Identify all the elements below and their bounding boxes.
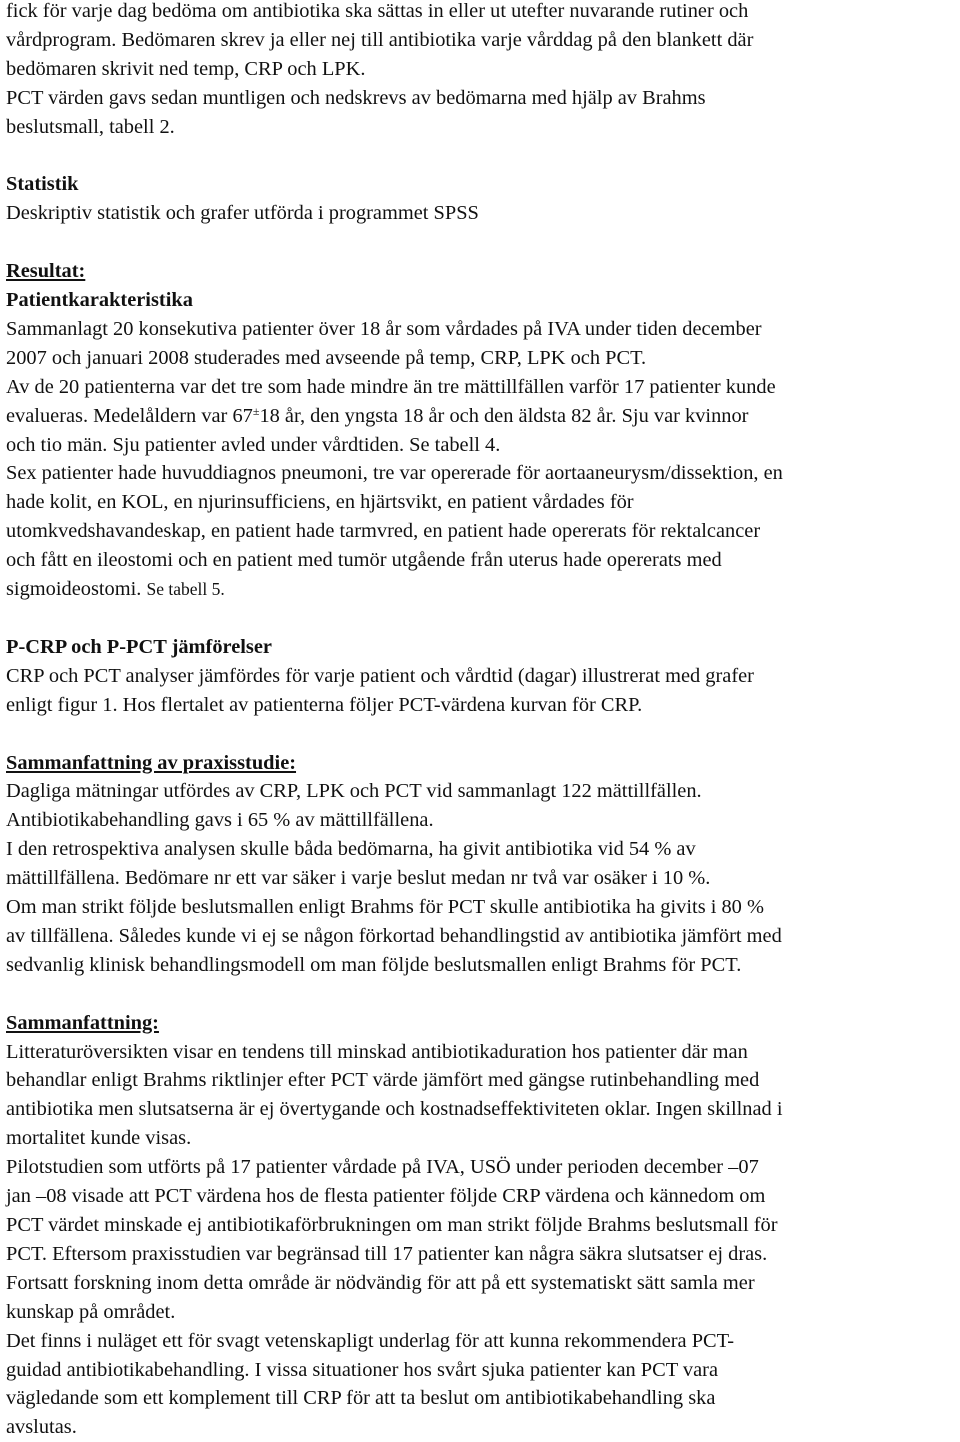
jamforelse-section	[6, 633, 958, 720]
text-line: Pilotstudien som utförts på 17 patienter vårdade på IVA, USÖ under perioden december –07	[6, 1156, 759, 1179]
text-line: 2007 och januari 2008 studerades med avseende på temp, CRP, LPK och PCT.	[6, 346, 647, 369]
text-line: Dagliga mätningar utfördes av CRP, LPK och PCT vid sammanlagt 122 mättillfällen.	[6, 780, 702, 803]
text-line: Fortsatt forskning inom detta område är nödvändig för att på ett systematiskt sätt samla mer	[6, 1271, 755, 1294]
resultat-section	[6, 257, 958, 604]
text-line: fick för varje dag bedöma om antibiotika ska sättas in eller ut utefter nuvarande rutiner och	[6, 0, 749, 22]
patientkarakteristika-heading: Patientkarakteristika	[6, 289, 193, 312]
text-line: avslutas.	[6, 1416, 77, 1439]
text-line: mättillfällena. Bedömare nr ett var säker i varje beslut medan nr två var osäker i 10 %.	[6, 867, 711, 890]
text-line: behandlar enligt Brahms riktlinjer efter PCT värde jämfört med gängse rutinbehandling med	[6, 1069, 760, 1092]
table-reference: Se tabell 5.	[146, 579, 225, 600]
text-line: utomkvedshavandeskap, en patient hade tarmvred, en patient hade opererats för rektalcancer	[6, 520, 761, 543]
text-line: I den retrospektiva analysen skulle båda bedömarna, ha givit antibiotika vid 54 % av	[6, 838, 696, 861]
last-line-main: sigmoideostomi.	[6, 578, 147, 601]
sammanfattning-section	[6, 1009, 958, 1442]
text-line: hade kolit, en KOL, en njurinsufficiens, en hjärtsvikt, en patient vårdades för	[6, 491, 634, 514]
text-line: CRP och PCT analyser jämfördes för varje patient och vårdtid (dagar) illustrerat med grafer	[6, 664, 754, 687]
text-line	[6, 575, 958, 604]
text-line: vårdprogram. Bedömaren skrev ja eller nej till antibiotika varje vårddag på den blankett där	[6, 28, 754, 51]
resultat-heading: Resultat:	[6, 260, 86, 283]
text-line: antibiotika men slutsatserna är ej övertygande och kostnadseffektiviteten oklar. Ingen skillnad i	[6, 1098, 783, 1121]
statistik-text: Deskriptiv statistik och grafer utförda i programmet SPSS	[6, 202, 479, 225]
age-line	[6, 402, 958, 431]
document-page	[6, 0, 958, 1442]
text-line: Det finns i nuläget ett för svagt vetenskapligt underlag för att kunna rekommendera PCT-	[6, 1329, 735, 1352]
plusminus-symbol: ±	[252, 403, 260, 418]
text-line: av tillfällena. Således kunde vi ej se någon förkortad behandlingstid av antibiotika jämfört med	[6, 924, 782, 947]
age-line-start: evalueras. Medelåldern var 67	[6, 404, 253, 427]
jamforelse-heading: P-CRP och P-PCT jämförelser	[6, 635, 272, 658]
statistik-section	[6, 170, 958, 228]
text-line: Sammanlagt 20 konsekutiva patienter över 18 år som vårdades på IVA under tiden december	[6, 317, 762, 340]
text-line: PCT värden gavs sedan muntligen och nedskrevs av bedömarna med hjälp av Brahms	[6, 86, 706, 109]
text-line: mortalitet kunde visas.	[6, 1127, 192, 1150]
text-line: Litteraturöversikten visar en tendens till minskad antibiotikaduration hos patienter där man	[6, 1040, 748, 1063]
text-line: Antibiotikabehandling gavs i 65 % av mättillfällena.	[6, 809, 434, 832]
text-line: beslutsmall, tabell 2.	[6, 115, 175, 138]
text-line: Sex patienter hade huvuddiagnos pneumoni, tre var opererade för aortaaneurysm/dissektion, en	[6, 462, 783, 485]
text-line: bedömaren skrivit ned temp, CRP och LPK.	[6, 57, 366, 80]
text-line: guidad antibiotikabehandling. I vissa situationer hos svårt sjuka patienter kan PCT vara	[6, 1358, 719, 1381]
praxis-heading: Sammanfattning av praxisstudie:	[6, 751, 297, 774]
text-line: och tio män. Sju patienter avled under vårdtiden. Se tabell 4.	[6, 433, 501, 456]
text-line: vägledande som ett komplement till CRP för att ta beslut om antibiotikabehandling ska	[6, 1387, 716, 1410]
age-line-end: 18 år, den yngsta 18 år och den äldsta 82 år. Sju var kvinnor	[259, 404, 749, 427]
text-line: Av de 20 patienterna var det tre som hade mindre än tre mättillfällen varför 17 patienter kunde	[6, 375, 776, 398]
intro-paragraph	[6, 0, 958, 142]
statistik-heading: Statistik	[6, 173, 79, 196]
praxis-section	[6, 749, 958, 980]
text-line: sedvanlig klinisk behandlingsmodell om man följde beslutsmallen enligt Brahms för PCT.	[6, 953, 742, 976]
text-line: PCT värdet minskade ej antibiotikaförbrukningen om man strikt följde Brahms beslutsmall för	[6, 1213, 778, 1236]
sammanfattning-heading: Sammanfattning:	[6, 1011, 159, 1034]
text-line: enligt figur 1. Hos flertalet av patienterna följer PCT-värdena kurvan för CRP.	[6, 693, 643, 716]
text-line: kunskap på området.	[6, 1300, 176, 1323]
text-line: och fått en ileostomi och en patient med tumör utgående från uterus hade opererats med	[6, 549, 722, 572]
text-line: jan –08 visade att PCT värdena hos de flesta patienter följde CRP värdena och kännedom om	[6, 1185, 766, 1208]
text-line: PCT. Eftersom praxisstudien var begränsad till 17 patienter kan några säkra slutsatser ej dras.	[6, 1242, 768, 1265]
text-line: Om man strikt följde beslutsmallen enligt Brahms för PCT skulle antibiotika ha givits i 80 %	[6, 896, 764, 919]
